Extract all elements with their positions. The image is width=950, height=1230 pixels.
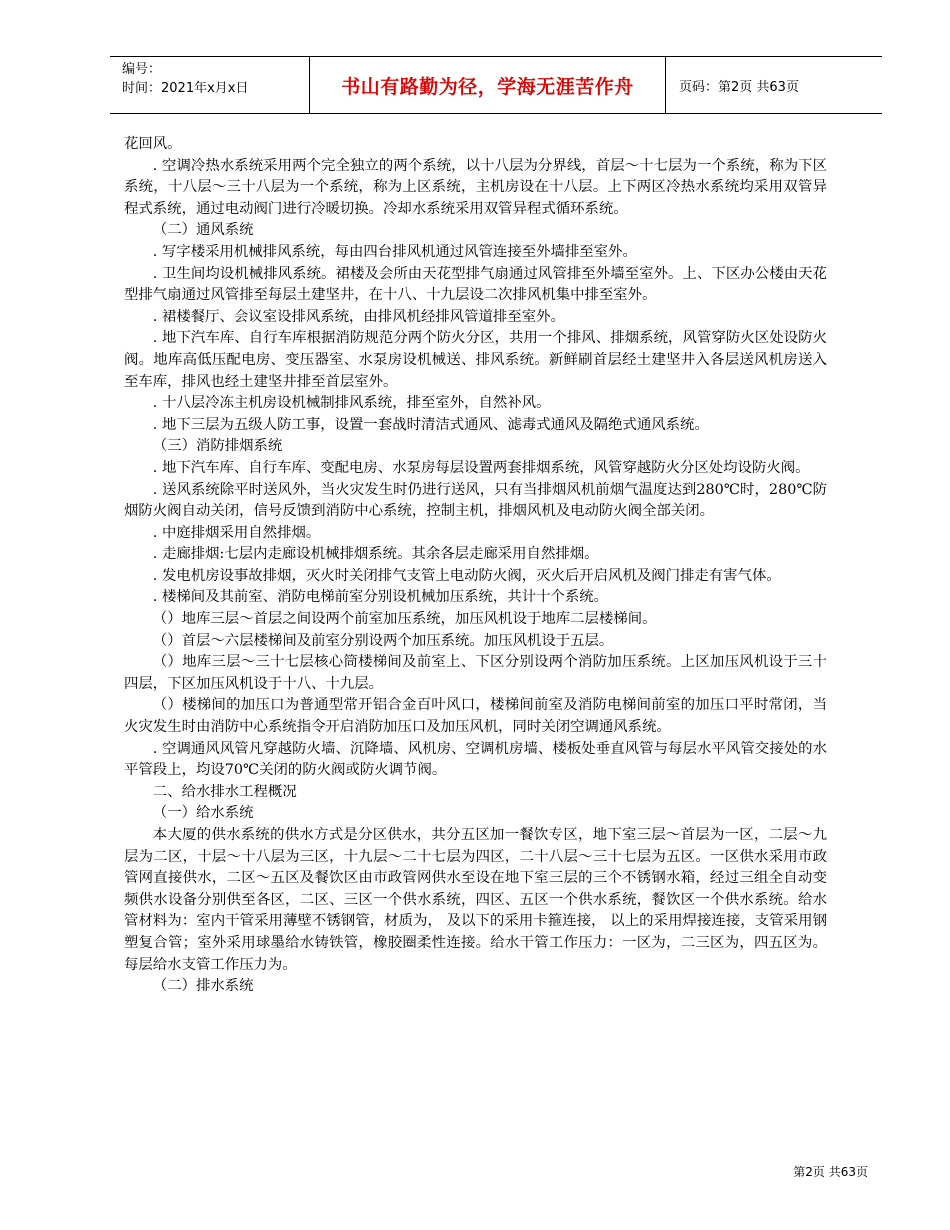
body-paragraph: . 地下汽车库、自行车库、变配电房、水泵房每层设置两套排烟系统，风管穿越防火分区处均设防火阀。 <box>152 459 810 476</box>
body-paragraph: . 空调通风风管凡穿越防火墙、沉降墙、风机房、空调机房墙、楼板处垂直风管与每层水平风管交接处的水平管段上，均设70℃关闭的防火阀或防火调节阀。 <box>124 740 827 779</box>
body-paragraph: （）地库三层～首层之间设两个前室加压系统，加压风机设于地库二层楼梯间。 <box>152 611 657 628</box>
document-body <box>124 134 827 998</box>
body-paragraph: （一）给水系统 <box>152 805 254 822</box>
header-motto: 书山有路勤为径，学海无涯苦作舟 <box>310 57 666 113</box>
body-paragraph: （二）排水系统 <box>152 978 254 995</box>
document-number-label: 编号： <box>122 62 162 77</box>
body-paragraph: 本大厦的供水系统的供水方式是分区供水，共分五区加一餐饮专区，地下室三层～首层为一区，二层～九层为二区，十层～十八层为三区，十九层～二十七层为四区，二十八层～三十七层为五区。一区供水采用市政管网直接供水，二区～五区及餐饮区由市政管网供水至设在地下室三层的三个不锈钢水箱，经过三组全自动变频供水设备分别供至各区，二区、三区一个供水系统，四区、五区一个供水系统，餐饮区一个供水系统。给水管材料为：室内干管采用薄壁不锈钢管，材质为， 及以下的采用卡箍连接， 以上的采用焊接连接，支管采用钢塑复合管；室外采用球墨给水铸铁管，橡胶圈柔性连接。给水干管工作压力：一区为，二三区为，四五区为。每层给水支管工作压力为。 <box>124 827 827 973</box>
body-paragraph: （）楼梯间的加压口为普通型常开铝合金百叶风口，楼梯间前室及消防电梯间前室的加压口平时常闭，当火灾发生时由消防中心系统指令开启消防加压口及加压风机，同时关闭空调通风系统。 <box>124 697 827 736</box>
body-paragraph: . 走廊排烟:七层内走廊设机械排烟系统。其余各层走廊采用自然排烟。 <box>152 546 599 563</box>
body-paragraph: . 中庭排烟采用自然排烟。 <box>152 524 321 541</box>
body-paragraph: . 送风系统除平时送风外，当火灾发生时仍进行送风，只有当排烟风机前烟气温度达到280℃时，280℃防烟防火阀自动关闭，信号反馈到消防中心系统，控制主机，排烟风机及电动防火阀全部关闭。 <box>124 481 827 520</box>
page-footer-number: 第2页 共63页 <box>793 1165 868 1179</box>
body-paragraph: 二、给水排水工程概况 <box>152 783 297 800</box>
body-paragraph: （三）消防排烟系统 <box>152 438 283 455</box>
body-paragraph: . 地下三层为五级人防工事，设置一套战时清洁式通风、滤毒式通风及隔绝式通风系统。 <box>152 416 709 433</box>
header-meta <box>110 57 310 113</box>
body-paragraph: . 十八层冷冻主机房设机械制排风系统，排至室外，自然补风。 <box>152 395 551 412</box>
body-paragraph: . 裙楼餐厅、会议室设排风系统，由排风机经排风管道排至室外。 <box>152 308 565 325</box>
body-paragraph: . 地下汽车库、自行车库根据消防规范分两个防火分区，共用一个排风、排烟系统，风管穿防火区处设防火阀。地库高低压配电房、变压器室、水泵房设机械送、排风系统。新鲜刷首层经土建坚井入各层送风机房送入至车库，排风也经土建坚井排至首层室外。 <box>124 330 827 390</box>
body-paragraph: . 楼梯间及其前室、消防电梯前室分别设机械加压系统，共计十个系统。 <box>152 589 609 606</box>
header-page-number: 页码：第2页 共63页 <box>679 79 799 95</box>
body-paragraph: （二）通风系统 <box>152 222 254 239</box>
body-paragraph: 花回风。 <box>124 136 182 152</box>
body-paragraph: . 卫生间均设机械排风系统。裙楼及会所由天花型排气扇通过风管排至外墙至室外。上、下区办公楼由天花型排气扇通过风管排至每层土建坚井，在十八、十九层设二次排风机集中排至室外。 <box>124 265 827 304</box>
body-paragraph: （）地库三层～三十七层核心筒楼梯间及前室上、下区分别设两个消防加压系统。上区加压风机设于三十四层，下区加压风机设于十八、十九层。 <box>124 654 827 692</box>
document-time-label: 时间：2021年x月x日 <box>122 81 249 96</box>
body-paragraph: （）首层～六层楼梯间及前室分别设两个加压系统。加压风机设于五层。 <box>152 632 614 649</box>
body-paragraph: . 写字楼采用机械排风系统，每由四台排风机通过风管连接至外墙排至室外。 <box>152 243 637 260</box>
body-paragraph: . 空调冷热水系统采用两个完全独立的两个系统，以十八层为分界线，首层～十七层为一个系统，称为下区系统，十八层～三十八层为一个系统，称为上区系统，主机房设在十八层。上下两区冷热水系统均采用双管异程式系统，通过电动阀门进行冷暖切换。冷却水系统采用双管异程式循环系统。 <box>124 157 827 217</box>
body-paragraph: . 发电机房设事故排烟，灭火时关闭排气支管上电动防火阀，灭火后开启风机及阀门排走有害气体。 <box>152 567 781 584</box>
page-header <box>110 56 882 114</box>
